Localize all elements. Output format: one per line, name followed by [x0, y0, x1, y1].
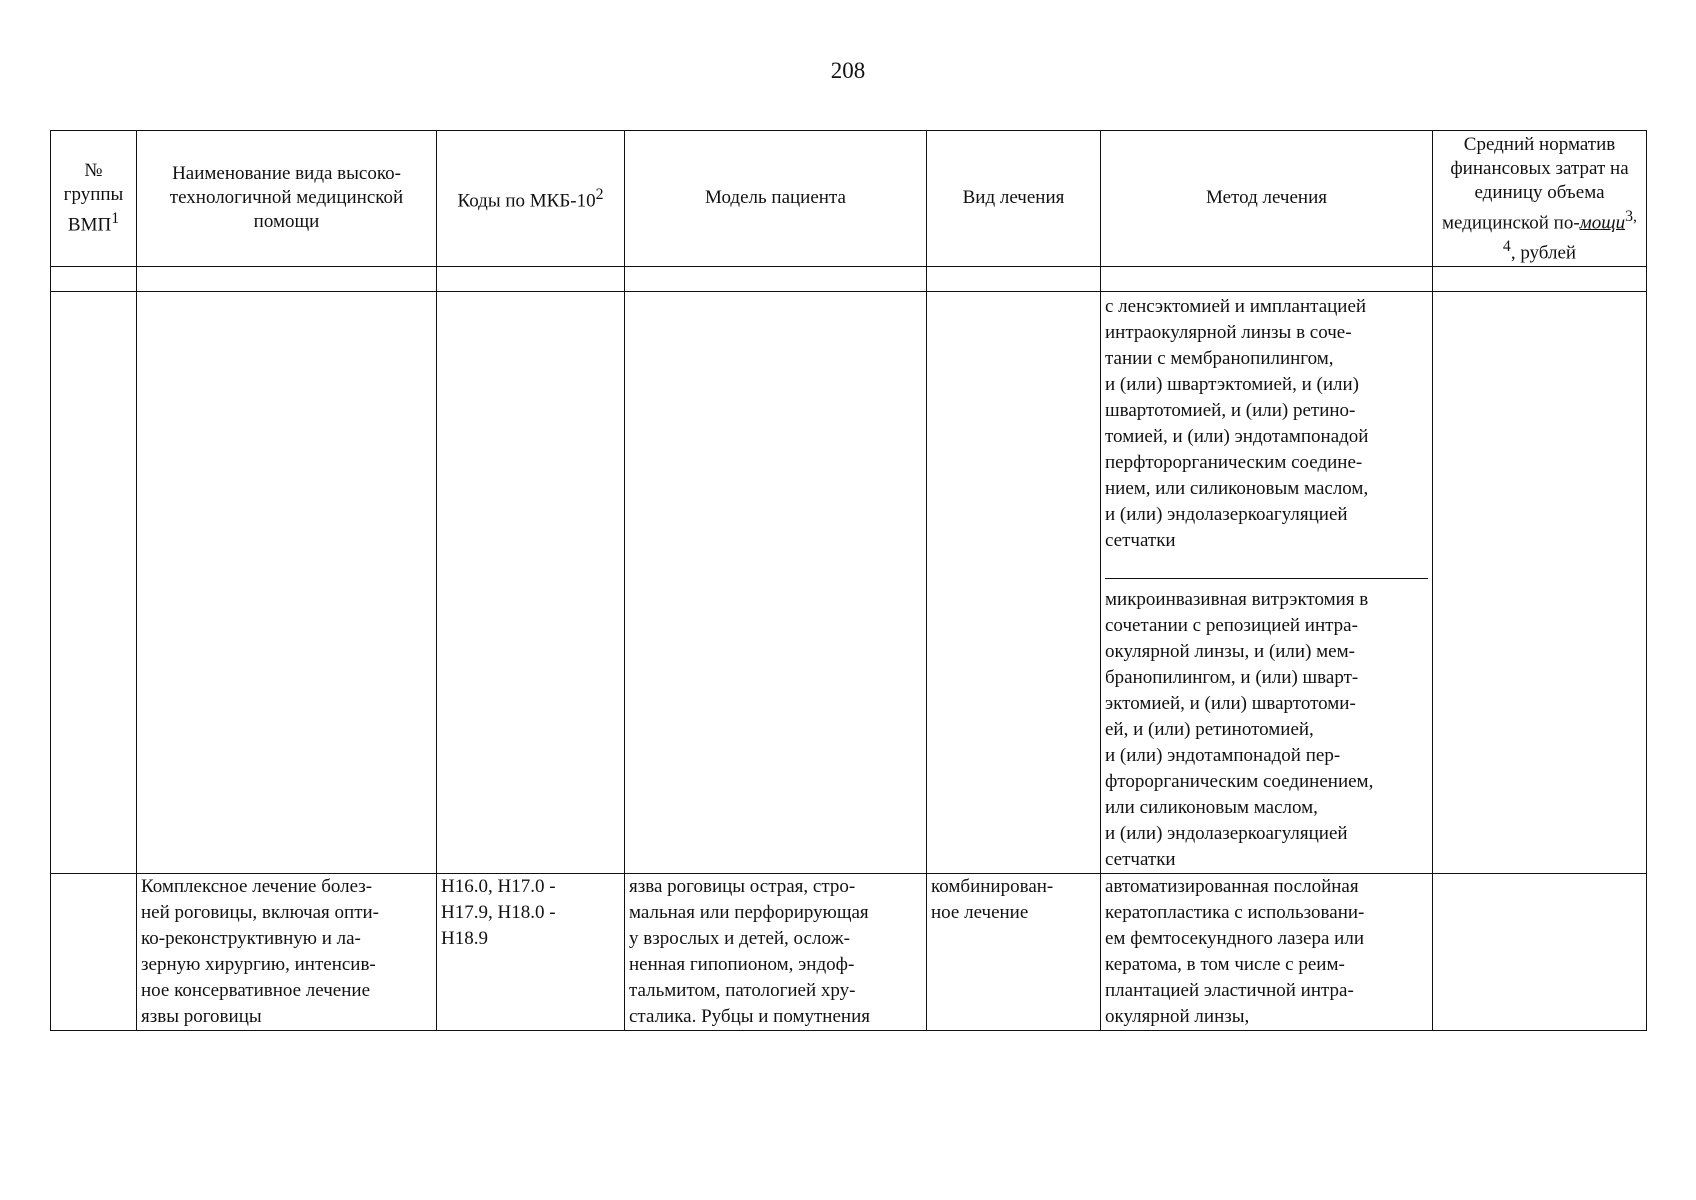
- method-item: микроинвазивная витрэктомия в сочетании с репозицией интра- окулярной линзы, и (или) мем- бранопилингом, и (или) шварт- эктомией, и (или) швартотоми- ей, и (или) ретинотомией, и (или) эндотампонадой пер- фторорганическим соединением, или силиконовым маслом, и (или) эндолазеркоагуляцией сетчатки: [1105, 578, 1428, 873]
- cell-group-no: [51, 873, 137, 1030]
- page-number: 208: [830, 58, 866, 83]
- header-name: Наименование вида высоко-технологичной медицинской помощи: [137, 131, 437, 267]
- cell-cost: [1433, 873, 1647, 1030]
- table-row: [51, 873, 1647, 1030]
- header-group-no: № группы ВМП$^1$: [51, 131, 137, 267]
- method-item: с ленсэктомией и имплантацией интраокулярной линзы в соче- тании с мембранопилингом, и (или) швартэктомией, и (или) швартотомией, и (или) ретино- томией, и (или) эндотампонадой перфторорганическим соедине- нием, или силиконовым маслом, и (или) эндолазеркоагуляцией сетчатки: [1105, 295, 1369, 551]
- cell-treatment-type: [927, 291, 1101, 873]
- cell-name: [137, 291, 437, 873]
- cell-model: язва роговицы острая, стро- мальная или перфорирующая у взрослых и детей, ослож- ненная гипопионом, эндоф- тальмитом, патологией хру- сталика. Рубцы и помутнения: [625, 873, 927, 1030]
- header-model: Модель пациента: [625, 131, 927, 267]
- cell-method: [1101, 291, 1433, 873]
- vmp-table: [50, 130, 1647, 1031]
- cell-method: автоматизированная послойная кератопластика с использовани- ем фемтосекундного лазера или кератома, в том числе с реим- плантацией эластичной интра- окулярной линзы,: [1101, 873, 1433, 1030]
- cell-codes: [437, 291, 625, 873]
- table-row: [51, 291, 1647, 873]
- header-cost: Средний норматив финансовых затрат на единицу объема медицинской по-мощи$^{3, 4}$, рублей: [1433, 131, 1647, 267]
- cell-name: Комплексное лечение болез- ней роговицы, включая опти- ко-реконструктивную и ла- зерную хирургию, интенсив- ное консервативное лечение язвы роговицы: [137, 873, 437, 1030]
- cell-group-no: [51, 291, 137, 873]
- header-treatment-type: Вид лечения: [927, 131, 1101, 267]
- cell-codes: H16.0, H17.0 - H17.9, H18.0 - H18.9: [437, 873, 625, 1030]
- header-row: [51, 131, 1647, 267]
- column-number-row: [51, 266, 1647, 291]
- cell-model: [625, 291, 927, 873]
- header-codes: Коды по МКБ-$10^2$: [437, 131, 625, 267]
- header-method: Метод лечения: [1101, 131, 1433, 267]
- cell-treatment-type: комбинирован- ное лечение: [927, 873, 1101, 1030]
- cell-cost: [1433, 291, 1647, 873]
